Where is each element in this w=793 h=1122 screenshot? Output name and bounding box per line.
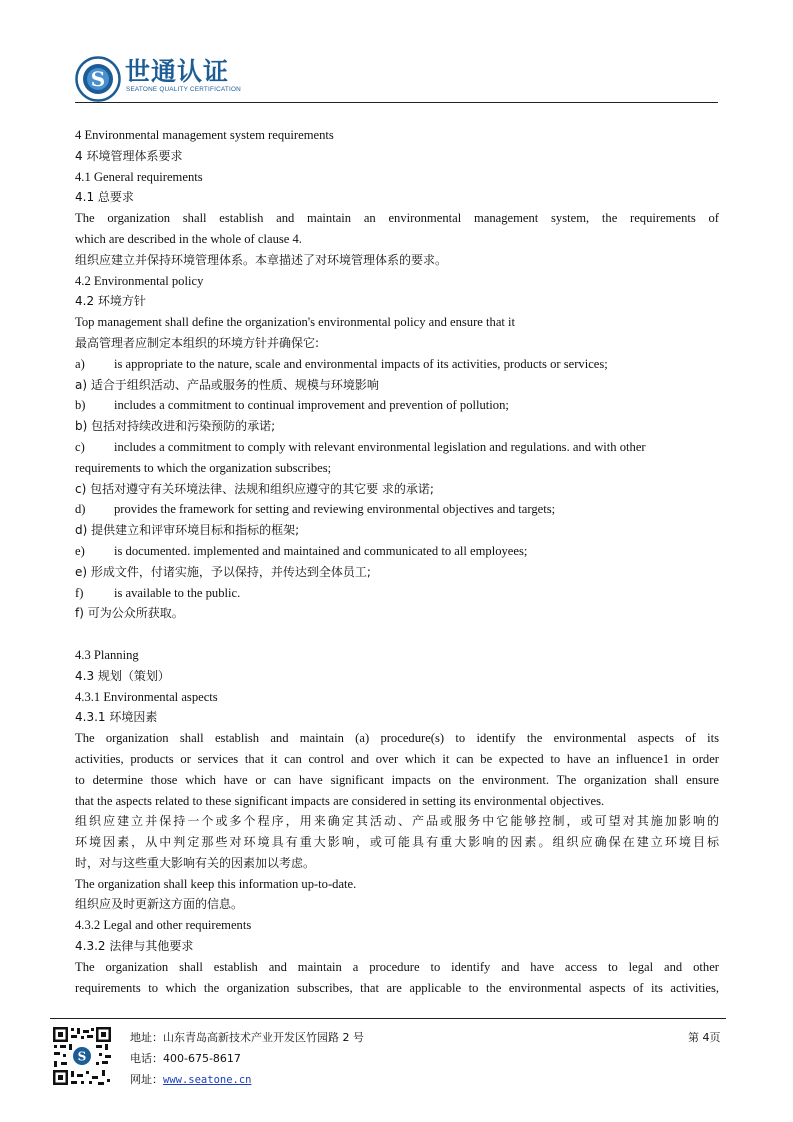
paragraph-line-cn: 时，对与这些重大影响有关的因素加以考虑。: [75, 855, 316, 870]
qr-code-icon: [52, 1026, 112, 1086]
subsection-heading-cn: 4.3.1 环境因素: [75, 710, 158, 725]
list-item: e) is documented. implemented and maintained and communicated to all employees;: [75, 543, 528, 558]
list-item-cn: e) 形成文件，付诸实施，予以保持，并传达到全体员工;: [75, 564, 371, 579]
paragraph-line: to determine those which have or can have significant impacts on the environment. The organization shall ensure: [75, 772, 719, 787]
footer-contact: [130, 1027, 364, 1091]
website-link[interactable]: www.seatone.cn: [163, 1074, 252, 1086]
list-item: b) includes a commitment to continual improvement and prevention of pollution;: [75, 398, 509, 413]
seatone-logo-icon: [75, 56, 121, 102]
list-item-cn: d) 提供建立和评审环境目标和指标的框架;: [75, 523, 300, 538]
paragraph-line: which are described in the whole of clause 4.: [75, 231, 302, 246]
list-item-cn: c) 包括对遵守有关环境法律、法规和组织应遵守的其它要 求的承诺;: [75, 481, 434, 496]
subsection-heading-en: 4.3.1 Environmental aspects: [75, 689, 218, 704]
paragraph-line-cn: 最高管理者应制定本组织的环境方针并确保它:: [75, 335, 320, 350]
header-divider: [75, 102, 718, 103]
paragraph-line-cn: 组织应建立并保持一个或多个程序，用来确定其活动、产品或服务中它能够控制，或可望对其施加影响的: [75, 814, 719, 829]
page-number: 第 4页: [688, 1031, 721, 1044]
subsection-heading-en: 4.3.2 Legal and other requirements: [75, 918, 252, 933]
paragraph-line-cn: 组织应建立并保持环境管理体系。本章描述了对环境管理体系的要求。: [75, 252, 448, 267]
document-body: [75, 125, 719, 998]
list-item-cn: f) 可为公众所获取。: [75, 606, 184, 621]
subsection-heading-en: 4.1 General requirements: [75, 169, 203, 184]
list-item-continued: requirements to which the organization subscribes;: [75, 460, 332, 475]
footer-divider: [50, 1018, 726, 1019]
svg-text:S: S: [77, 1049, 87, 1064]
paragraph-line-cn: 环境因素，从中判定那些对环境具有重大影响，或可能具有重大影响的因素。组织应确保在建立环境目标: [75, 835, 719, 850]
paragraph-line-cn: 组织应及时更新这方面的信息。: [75, 897, 244, 912]
list-item: c) includes a commitment to comply with relevant environmental legislation and regulations. and with other: [75, 439, 646, 454]
subsection-heading-en: 4.3 Planning: [75, 647, 139, 662]
paragraph-line: The organization shall establish and maintain an environmental management system, the requirements of: [75, 211, 719, 226]
paragraph-line: that the aspects related to these significant impacts are considered in setting its environmental objectives.: [75, 793, 605, 808]
footer-phone: 电话：400-675-8617: [130, 1052, 241, 1065]
paragraph-line: The organization shall establish and maintain (a) procedure(s) to identify the environmental aspects of its: [75, 731, 719, 746]
list-item: d) provides the framework for setting and reviewing environmental objectives and targets;: [75, 502, 556, 517]
footer-address: 地址：山东青岛高新技术产业开发区竹园路 2 号: [130, 1031, 364, 1044]
blank-line: [75, 624, 719, 645]
list-item: a) is appropriate to the nature, scale and environmental impacts of its activities, products or services;: [75, 356, 608, 371]
logo-chinese-name: 世通认证: [125, 57, 230, 86]
footer-website: 网址：www.seatone.cn: [130, 1073, 252, 1086]
paragraph-line: activities, products or services that it can control and over which it can be expected to have an influence1 in order: [75, 751, 719, 766]
paragraph-line: The organization shall establish and maintain a procedure to identify and have access to legal and other: [75, 959, 719, 974]
list-item-cn: b) 包括对持续改进和污染预防的承诺;: [75, 419, 276, 434]
subsection-heading-cn: 4.3.2 法律与其他要求: [75, 939, 194, 954]
svg-text:S: S: [90, 67, 106, 91]
list-item: f) is available to the public.: [75, 585, 241, 600]
subsection-heading-cn: 4.2 环境方针: [75, 294, 146, 309]
section-heading-cn: 4 环境管理体系要求: [75, 148, 183, 163]
logo-english-name: SEATONE QUALITY CERTIFICATION: [126, 86, 241, 93]
paragraph-line: The organization shall keep this information up-to-date.: [75, 876, 357, 891]
list-item-cn: a) 适合于组织活动、产品或服务的性质、规模与环境影响: [75, 377, 379, 392]
page-header: [75, 54, 719, 102]
paragraph-line: requirements to which the organization subscribes, that are applicable to the environmental aspects of its activities,: [75, 980, 719, 995]
section-heading-en: 4 Environmental management system requirements: [75, 128, 334, 142]
subsection-heading-cn: 4.3 规划（策划）: [75, 668, 170, 683]
subsection-heading-cn: 4.1 总要求: [75, 190, 134, 205]
subsection-heading-en: 4.2 Environmental policy: [75, 273, 204, 288]
paragraph-line: Top management shall define the organization's environmental policy and ensure that it: [75, 315, 516, 330]
